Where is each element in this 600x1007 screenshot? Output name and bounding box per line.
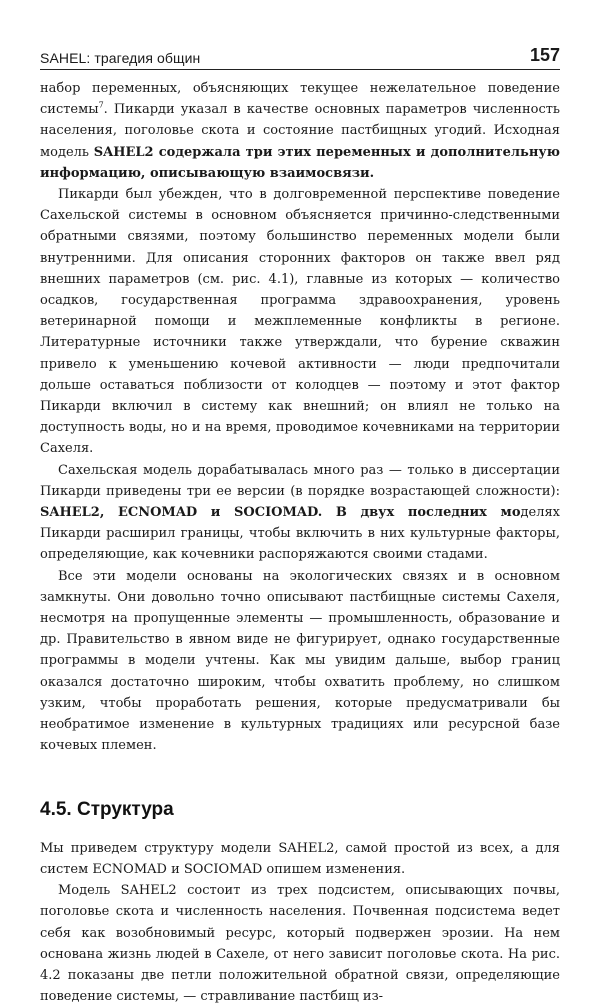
- page: [40, 40, 560, 1007]
- running-title: SAHEL: трагедия общин: [40, 50, 201, 66]
- p1-text-a: набор переменных, объясняющих текущее нежелательное поведение системы: [40, 81, 560, 118]
- p1-bold: SAHEL2 содержала три этих переменных и дополнительную информацию, описывающую взаимосвязи.: [40, 144, 560, 181]
- p3-text-b: делях Пикарди расширил границы, чтобы включить в них культурные факторы, определяющие, как кочевники распоряжаются своими стадами.: [40, 505, 560, 563]
- paragraph-4: Все эти модели основаны на экологических связях и в основном замкнуты. Они довольно точно описывают пастбищные системы Сахеля, несмотря на пропущенные элементы — промышленность, образование и др. Правительство в явном виде не фигурирует, однако государственные программы в модели учтены. Как мы увидим дальше, выбор границ оказался достаточно широким, чтобы охватить проблему, но слишком узким, чтобы проработать решения, которые предусматривали бы необратимое изменение в культурных традициях или ресурсной базе кочевых племен.: [40, 568, 560, 754]
- p1-text-b: . Пикарди указал в качестве основных параметров численность населения, поголовье скота и состояние пастбищных угодий. Исходная модель: [40, 102, 560, 160]
- p3-text-a: Сахельская модель дорабатывалась много раз — только в диссертации Пикарди приведены три ее версии (в порядке возрастающей сложности):: [40, 462, 560, 499]
- paragraph-5: Мы приведем структуру модели SAHEL2, самой простой из всех, а для систем ECNOMAD и SOCIOMAD опишем изменения.: [40, 840, 560, 877]
- body-text: [40, 78, 560, 1007]
- page-number: 157: [529, 45, 560, 65]
- paragraph-3: [40, 460, 560, 566]
- p3-bold: SAHEL2, ECNOMAD и SOCIOMAD. В двух последних мо: [40, 505, 521, 521]
- footnote-ref-7: 7: [98, 100, 104, 110]
- paragraph-6: Модель SAHEL2 состоит из трех подсистем, описывающих почвы, поголовье скота и численность населения. Почвенная подсистема ведет себя как возобновимый ресурс, который подвержен эрозии. На нем основана жизнь людей в Сахеле, от него зависит поголовье скота. На рис. 4.2 показаны две петли положительной обратной связи, определяющие поведение системы, — стравливание пастбищ из-: [40, 883, 560, 1005]
- section-heading: 4.5. Структура: [40, 798, 174, 820]
- running-header: [40, 40, 560, 70]
- paragraph-2: Пикарди был убежден, что в долговременной перспективе поведение Сахельской системы в основном объясняется причинно-следственными обратными связями, поэтому большинство переменных модели были внутренними. Для описания сторонних факторов он также ввел ряд внешних параметров (см. рис. 4.1), главные из которых — количество осадков, государственная программа здравоохранения, уровень ветеринарной помощи и межплеменные конфликты в регионе. Литературные источники также утверждали, что бурение скважин привело к уменьшению кочевой активности — люди предпочитали дольше оставаться поблизости от колодцев — поэтому и этот фактор Пикарди включил в систему как внешний; он влиял не только на доступность воды, но и на время, проводимое кочевниками на территории Сахеля.: [40, 187, 560, 457]
- paragraph-1: [40, 78, 560, 184]
